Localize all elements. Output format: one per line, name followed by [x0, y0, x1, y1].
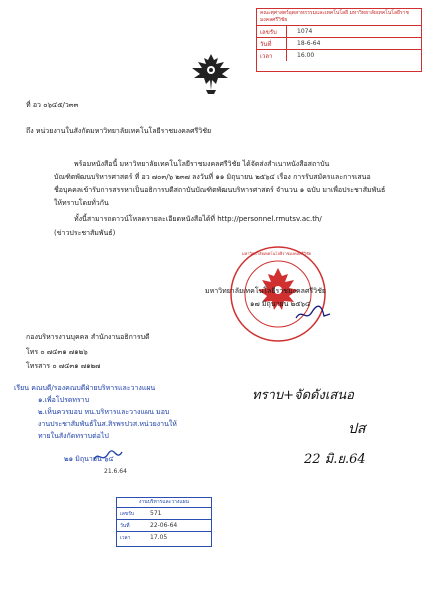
department-line: กองบริหารงานบุคคล สำนักงานอธิการบดี [26, 333, 150, 341]
stamp-row [257, 38, 421, 50]
stamp-label: เวลา [257, 50, 287, 61]
stamp-label: เวลา [120, 534, 131, 541]
stamp-row [257, 50, 421, 61]
stamp-value: 22-06-64 [150, 522, 178, 529]
body-paragraph-line: ชื่อบุคคลเข้ารับการสรรหาเป็นอธิการบดีสถาบันบัณฑิตพัฒนบริหารศาสตร์ จำนวน ๑ ฉบับ มาเพื่อประชาสัมพันธ์ [54, 186, 386, 194]
stamp-label: วันที่ [257, 38, 287, 49]
note-date: ๒๑ มิถุนายน ๖๔ [64, 455, 114, 463]
reference-number: ที่ อว ๐๖๔๕/ว๓๓ [26, 101, 79, 109]
stamp-header: งานบริหารและวางแผน [117, 498, 211, 508]
handwritten-date: 22 มิ.ย.64 [304, 452, 366, 467]
download-paragraph: ทั้งนี้สามารถดาวน์โหลดรายละเอียดหนังสือได้ที่ http://personnel.rmutsv.ac.th/ [74, 215, 322, 223]
stamp-row [117, 520, 211, 532]
handwritten-initials: ปส [348, 421, 366, 437]
note-line: ๒.เห็นควรมอบ หน.บริหารและวางแผน มอบ [38, 408, 170, 416]
note-date-small: 21.6.64 [104, 468, 127, 475]
stamp-row [117, 532, 211, 543]
stamp-value: 1074 [297, 28, 313, 35]
body-paragraph-line: พร้อมหนังสือนี้ มหาวิทยาลัยเทคโนโลยีราชมงคลศรีวิชัย ได้จัดส่งสำเนาหนังสือสถาบัน [74, 160, 330, 168]
stamp-label: เลขรับ [120, 510, 135, 517]
stamp-header: คณะศุศาสตร์อุตสาหกรรมและเทคโนโลยี มหาวิทยาลัยเทคโนโลยีราชมงคลศรีวิชัย [257, 9, 421, 26]
signatory-organization: มหาวิทยาลัยเทคโนโลยีราชมงคลศรีวิชัย [205, 287, 326, 295]
note-line: ๑.เพื่อโปรดทราบ [38, 396, 90, 404]
stamp-value: 17.05 [150, 534, 168, 541]
note-line: งานประชาสัมพันธ์ในส.สิรพรปวส.หน่วยงานให้ [38, 420, 177, 428]
stamp-label: วันที่ [120, 522, 130, 529]
receipt-stamp-bottom [116, 497, 212, 547]
note-line: ทายในสังกัดทราบต่อไป [38, 432, 109, 440]
body-paragraph-line: ให้ทราบโดยทั่วกัน [54, 199, 109, 207]
stamp-value: 571 [150, 510, 162, 517]
telephone-line: โทร ๐ ๗๔๓๑ ๗๑๒๖ [26, 348, 88, 356]
body-paragraph-line: บัณฑิตพัฒนบริหารศาสตร์ ที่ อว ๗๐๓/๖ ๒๓๗ ลงวันที่ ๑๑ มิถุนายน ๒๕๖๔ เรื่อง การรับสมัครและการเสนอ [54, 173, 371, 181]
stamp-value: 18-6-64 [297, 40, 321, 47]
fax-line: โทรสาร ๐ ๗๔๓๑ ๗๑๒๗ [26, 362, 101, 370]
stamp-label: เลขรับ [257, 26, 287, 37]
stamp-row [117, 508, 211, 520]
recipient-line: ถึง หน่วยงานในสังกัดมหาวิทยาลัยเทคโนโลยีราชมงคลศรีวิชัย [26, 127, 212, 135]
stamp-value: 16.00 [297, 52, 315, 59]
news-label: (ข่าวประชาสัมพันธ์) [54, 229, 116, 237]
stamp-row [257, 26, 421, 38]
note-line: เรียน คณบดี/รองคณบดีฝ่ายบริหารและวางแผน [14, 384, 156, 392]
garuda-emblem-icon [188, 50, 234, 96]
official-signature [294, 304, 334, 324]
receipt-stamp-top [256, 8, 422, 72]
handwritten-instruction: ทราบ+จัดดังเสนอ [252, 388, 354, 403]
signature-date: ๑๗ มิถุนายน ๒๕๖๔ [250, 300, 311, 308]
seal-ring-text: มหาวิทยาลัยเทคโนโลยีราชมงคลศรีวิชัย [242, 251, 312, 256]
